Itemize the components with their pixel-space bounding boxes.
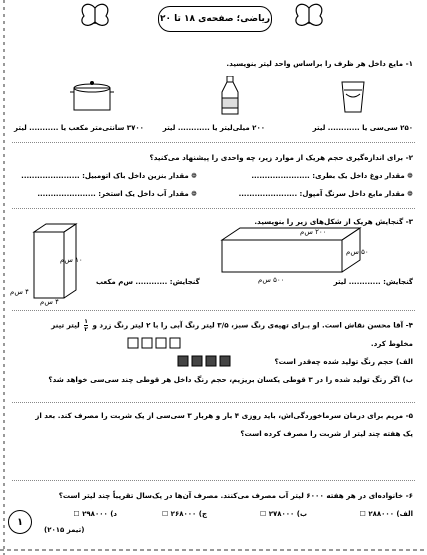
box1-capacity: گنجایش: ............ لیتر (333, 278, 413, 286)
fraction-denominator: ۲ (84, 326, 88, 333)
q6-option-a[interactable]: الف) ۲۸۸۰۰۰ ☐ (359, 510, 413, 518)
divider (12, 208, 415, 209)
box1-height-label: ۵۰ س‌م (346, 248, 369, 256)
flat-box-shape (210, 226, 370, 286)
box2-capacity: گنجایش: ............ س‌م مکعب (96, 278, 200, 286)
q2-item-b: ❁ مقدار بنزین داخل باک اتومبیل: ...................... (21, 172, 197, 180)
question-2-text: ۲- برای اندازه‌گیری حجم هریک از موارد زیر، چه واحدی را پیشنهاد می‌کنید؟ (149, 153, 413, 162)
question-3-text: ۳- گنجایش هریک از شکل‌های زیر را بنویسید. (254, 217, 413, 226)
pot-icon (70, 80, 114, 116)
decorative-footer (0, 545, 427, 555)
q2-item-d: ❁ مقدار آب داخل یک استخر: ...................... (37, 190, 197, 198)
q6-option-b[interactable]: ب) ۲۷۸۰۰۰ ☐ (259, 510, 307, 518)
glass-icon (340, 80, 366, 114)
butterfly-icon (292, 2, 326, 32)
divider (12, 142, 415, 143)
q6-option-c[interactable]: ج) ۲۶۸۰۰۰ ☐ (161, 510, 207, 518)
q4-text-part1b: لیتر تینر (51, 320, 80, 330)
question-5-line2: یک هفته چند لیتر از شربت را مصرف کرده است؟ (240, 429, 413, 438)
q4-fraction (84, 318, 88, 333)
question-6-text: ۶- خانواده‌ای در هر هفته ۶۰۰۰ لیتر آب مصرف می‌کنند. مصرف آن‌ها در یک‌سال تقریباً چند لیتر است؟ (58, 491, 413, 500)
bottle-icon (218, 76, 242, 116)
box1-length-label: ۵۰۰ س‌م (258, 276, 285, 284)
fraction-numerator: ۱ (84, 318, 88, 325)
divider (12, 402, 415, 403)
divider (12, 310, 415, 311)
q2-item-c: ❁ مقدار مایع داخل سرنگ آمپول: ...................... (238, 190, 413, 198)
q6-option-d[interactable]: د) ۲۹۸۰۰۰ ☐ (73, 510, 117, 518)
q1-item-glass: ۲۵۰ سی‌سی یا ............ لیتر (312, 124, 413, 132)
butterfly-icon (78, 2, 112, 32)
box2-height-label: ۱۰ س‌م (60, 256, 83, 264)
question-4-line1 (51, 318, 413, 333)
tall-box-shape (26, 222, 86, 306)
question-4-line2: مخلوط کرد. (370, 339, 413, 348)
box2-width-label: ۴ س‌م (10, 288, 29, 296)
q4-text-part1: ۴- آقا محسن نقاش است. او بـرای تهیه‌ی رنگ سبز، ۳/۵ لیتر رنگ آبی را با ۲ لیتر رنگ زرد و (92, 320, 413, 330)
question-1-text: ۱- مایع داخل هر ظرف را براساس واحد لیتر بنویسید. (226, 59, 413, 68)
paint-cans-icon (126, 336, 186, 350)
q1-item-bottle: ۲۰۰ میلی‌لیتر یا ............ لیتر (162, 124, 265, 132)
question-4a: الف) حجم رنگ تولید شده چه‌قدر است؟ (274, 357, 413, 366)
q1-item-pot: ۳۷۰۰ سانتی‌متر مکعب یا ........... لیتر (14, 124, 144, 132)
box1-width-label: ۲۰۰ س‌م (300, 228, 327, 236)
q2-item-a: ❁ مقدار دوغ داخل یک بطری: ...................... (251, 172, 413, 180)
divider (12, 480, 415, 481)
box2-depth-label: ۴ س‌م (40, 298, 59, 306)
decorative-border (0, 0, 8, 555)
q6-source: (تیمز ۲۰۱۵) (44, 526, 85, 534)
page-title: ریاضی؛ صفحه‌ی ۱۸ تا ۲۰ (158, 6, 272, 32)
question-5-line1: ۵- مریم برای درمان سرماخوردگی‌اش، باید روزی ۴ بار و هربار ۳ سی‌سی از یک شربت را مصرف کند. بعد از (35, 411, 413, 420)
page-number: ۱ (8, 510, 32, 534)
paint-cans-icon (176, 354, 236, 368)
question-4b: ب) اگر رنگ تولید شده را در ۳ قوطی یکسان بریزیم، حجم رنگ داخل هر قوطی چند سی‌سی خواهد شد؟ (48, 375, 413, 384)
